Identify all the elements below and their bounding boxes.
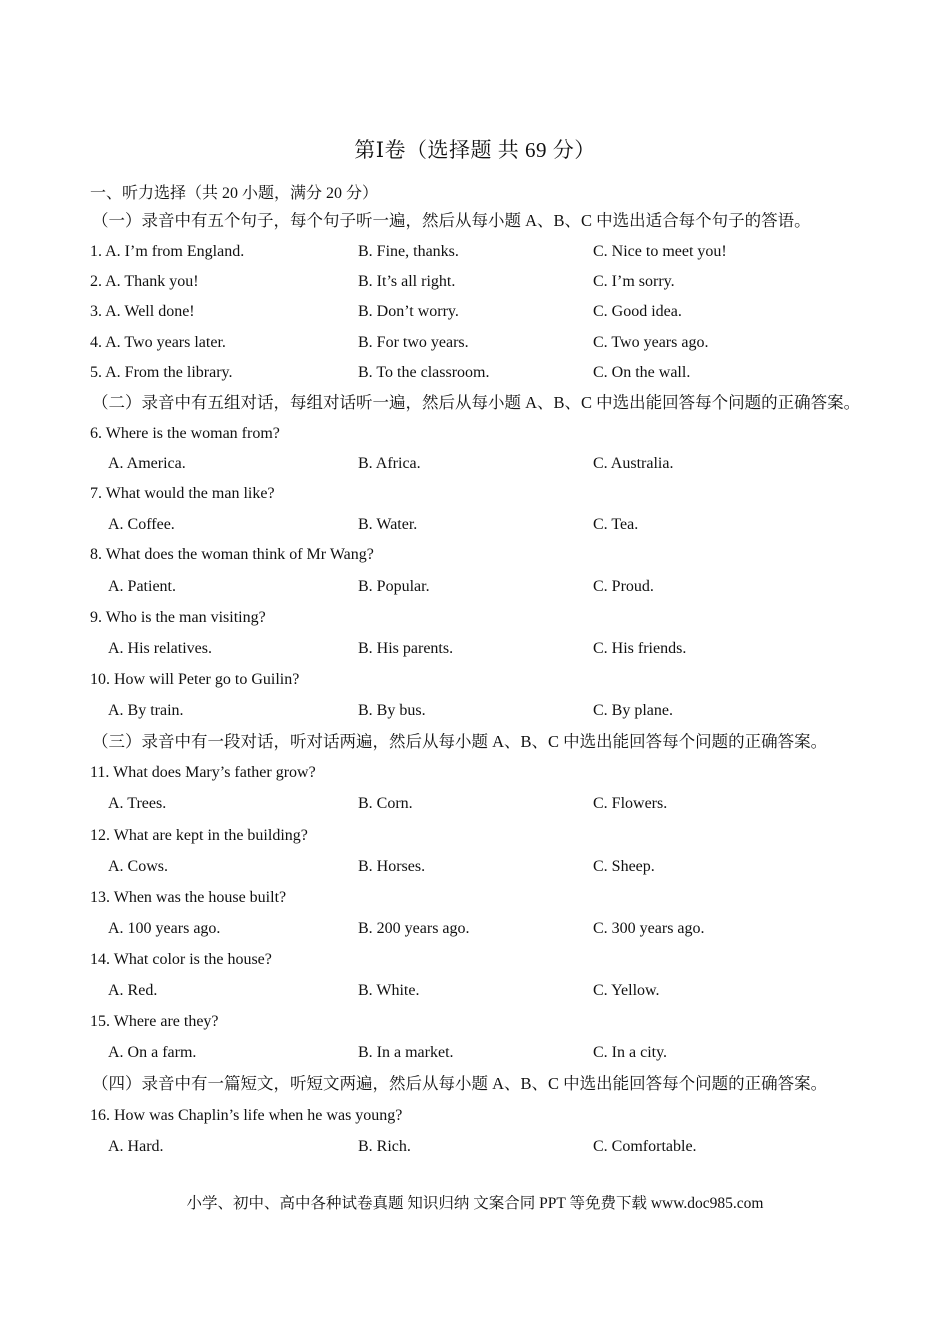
q4-option-b: B. For two years. xyxy=(358,334,469,351)
q2-option-c: C. I’m sorry. xyxy=(593,273,675,290)
part-4-instruction: （四）录音中有一篇短文，听短文两遍，然后从每小题 A、B、C 中选出能回答每个问题的正确答案。 xyxy=(92,1074,828,1093)
page-title: 第Ⅰ卷（选择题 共 69 分） xyxy=(354,138,596,162)
q16-question: 16. How was Chaplin’s life when he was young? xyxy=(90,1107,403,1124)
q15-option-c: C. In a city. xyxy=(593,1044,668,1061)
q12-option-a: A. Cows. xyxy=(108,858,169,875)
q6-option-a: A. America. xyxy=(108,455,186,472)
q2-option-b: B. It’s all right. xyxy=(358,273,456,290)
q13-question: 13. When was the house built? xyxy=(90,889,287,906)
part-1-instruction: （一）录音中有五个句子，每个句子听一遍，然后从每小题 A、B、C 中选出适合每个句子的答语。 xyxy=(92,211,811,230)
q4-option-c: C. Two years ago. xyxy=(593,334,709,351)
q14-option-c: C. Yellow. xyxy=(593,982,660,999)
q16-option-b: B. Rich. xyxy=(358,1138,411,1155)
q9-option-b: B. His parents. xyxy=(358,640,454,657)
part-3-instruction: （三）录音中有一段对话，听对话两遍，然后从每小题 A、B、C 中选出能回答每个问题的正确答案。 xyxy=(92,732,828,751)
q11-option-a: A. Trees. xyxy=(108,795,167,812)
section-heading: 一、听力选择（共 20 小题，满分 20 分） xyxy=(90,185,379,202)
q15-question: 15. Where are they? xyxy=(90,1013,219,1030)
q5-option-c: C. On the wall. xyxy=(593,364,691,381)
q7-option-b: B. Water. xyxy=(358,516,418,533)
q11-option-c: C. Flowers. xyxy=(593,795,668,812)
q7-option-c: C. Tea. xyxy=(593,516,639,533)
q15-option-a: A. On a farm. xyxy=(108,1044,197,1061)
q14-option-a: A. Red. xyxy=(108,982,158,999)
q10-question: 10. How will Peter go to Guilin? xyxy=(90,671,300,688)
q3-option-a: 3. A. Well done! xyxy=(90,303,195,320)
q8-option-a: A. Patient. xyxy=(108,578,176,595)
q15-option-b: B. In a market. xyxy=(358,1044,454,1061)
q6-question: 6. Where is the woman from? xyxy=(90,425,280,442)
q12-option-c: C. Sheep. xyxy=(593,858,655,875)
q13-option-b: B. 200 years ago. xyxy=(358,920,470,937)
q6-option-c: C. Australia. xyxy=(593,455,674,472)
q8-question: 8. What does the woman think of Mr Wang? xyxy=(90,546,374,563)
q8-option-b: B. Popular. xyxy=(358,578,430,595)
q7-question: 7. What would the man like? xyxy=(90,485,275,502)
q4-option-a: 4. A. Two years later. xyxy=(90,334,226,351)
q9-option-c: C. His friends. xyxy=(593,640,687,657)
q7-option-a: A. Coffee. xyxy=(108,516,175,533)
q10-option-c: C. By plane. xyxy=(593,702,673,719)
q11-question: 11. What does Mary’s father grow? xyxy=(90,764,316,781)
q12-question: 12. What are kept in the building? xyxy=(90,827,308,844)
part-2-instruction: （二）录音中有五组对话，每组对话听一遍，然后从每小题 A、B、C 中选出能回答每个问题的正确答案。 xyxy=(92,393,861,412)
q14-option-b: B. White. xyxy=(358,982,420,999)
q14-question: 14. What color is the house? xyxy=(90,951,272,968)
q1-option-a: 1. A. I’m from England. xyxy=(90,243,245,260)
q6-option-b: B. Africa. xyxy=(358,455,421,472)
q5-option-a: 5. A. From the library. xyxy=(90,364,233,381)
q16-option-a: A. Hard. xyxy=(108,1138,164,1155)
q1-option-c: C. Nice to meet you! xyxy=(593,243,727,260)
q10-option-b: B. By bus. xyxy=(358,702,426,719)
q8-option-c: C. Proud. xyxy=(593,578,654,595)
q5-option-b: B. To the classroom. xyxy=(358,364,490,381)
q9-option-a: A. His relatives. xyxy=(108,640,212,657)
q3-option-c: C. Good idea. xyxy=(593,303,682,320)
page-footer: 小学、初中、高中各种试卷真题 知识归纳 文案合同 PPT 等免费下载 www.doc985.com xyxy=(186,1195,764,1212)
q12-option-b: B. Horses. xyxy=(358,858,426,875)
q16-option-c: C. Comfortable. xyxy=(593,1138,697,1155)
q10-option-a: A. By train. xyxy=(108,702,184,719)
q13-option-c: C. 300 years ago. xyxy=(593,920,705,937)
q13-option-a: A. 100 years ago. xyxy=(108,920,221,937)
q9-question: 9. Who is the man visiting? xyxy=(90,609,266,626)
q1-option-b: B. Fine, thanks. xyxy=(358,243,459,260)
q3-option-b: B. Don’t worry. xyxy=(358,303,459,320)
q2-option-a: 2. A. Thank you! xyxy=(90,273,199,290)
q11-option-b: B. Corn. xyxy=(358,795,413,812)
